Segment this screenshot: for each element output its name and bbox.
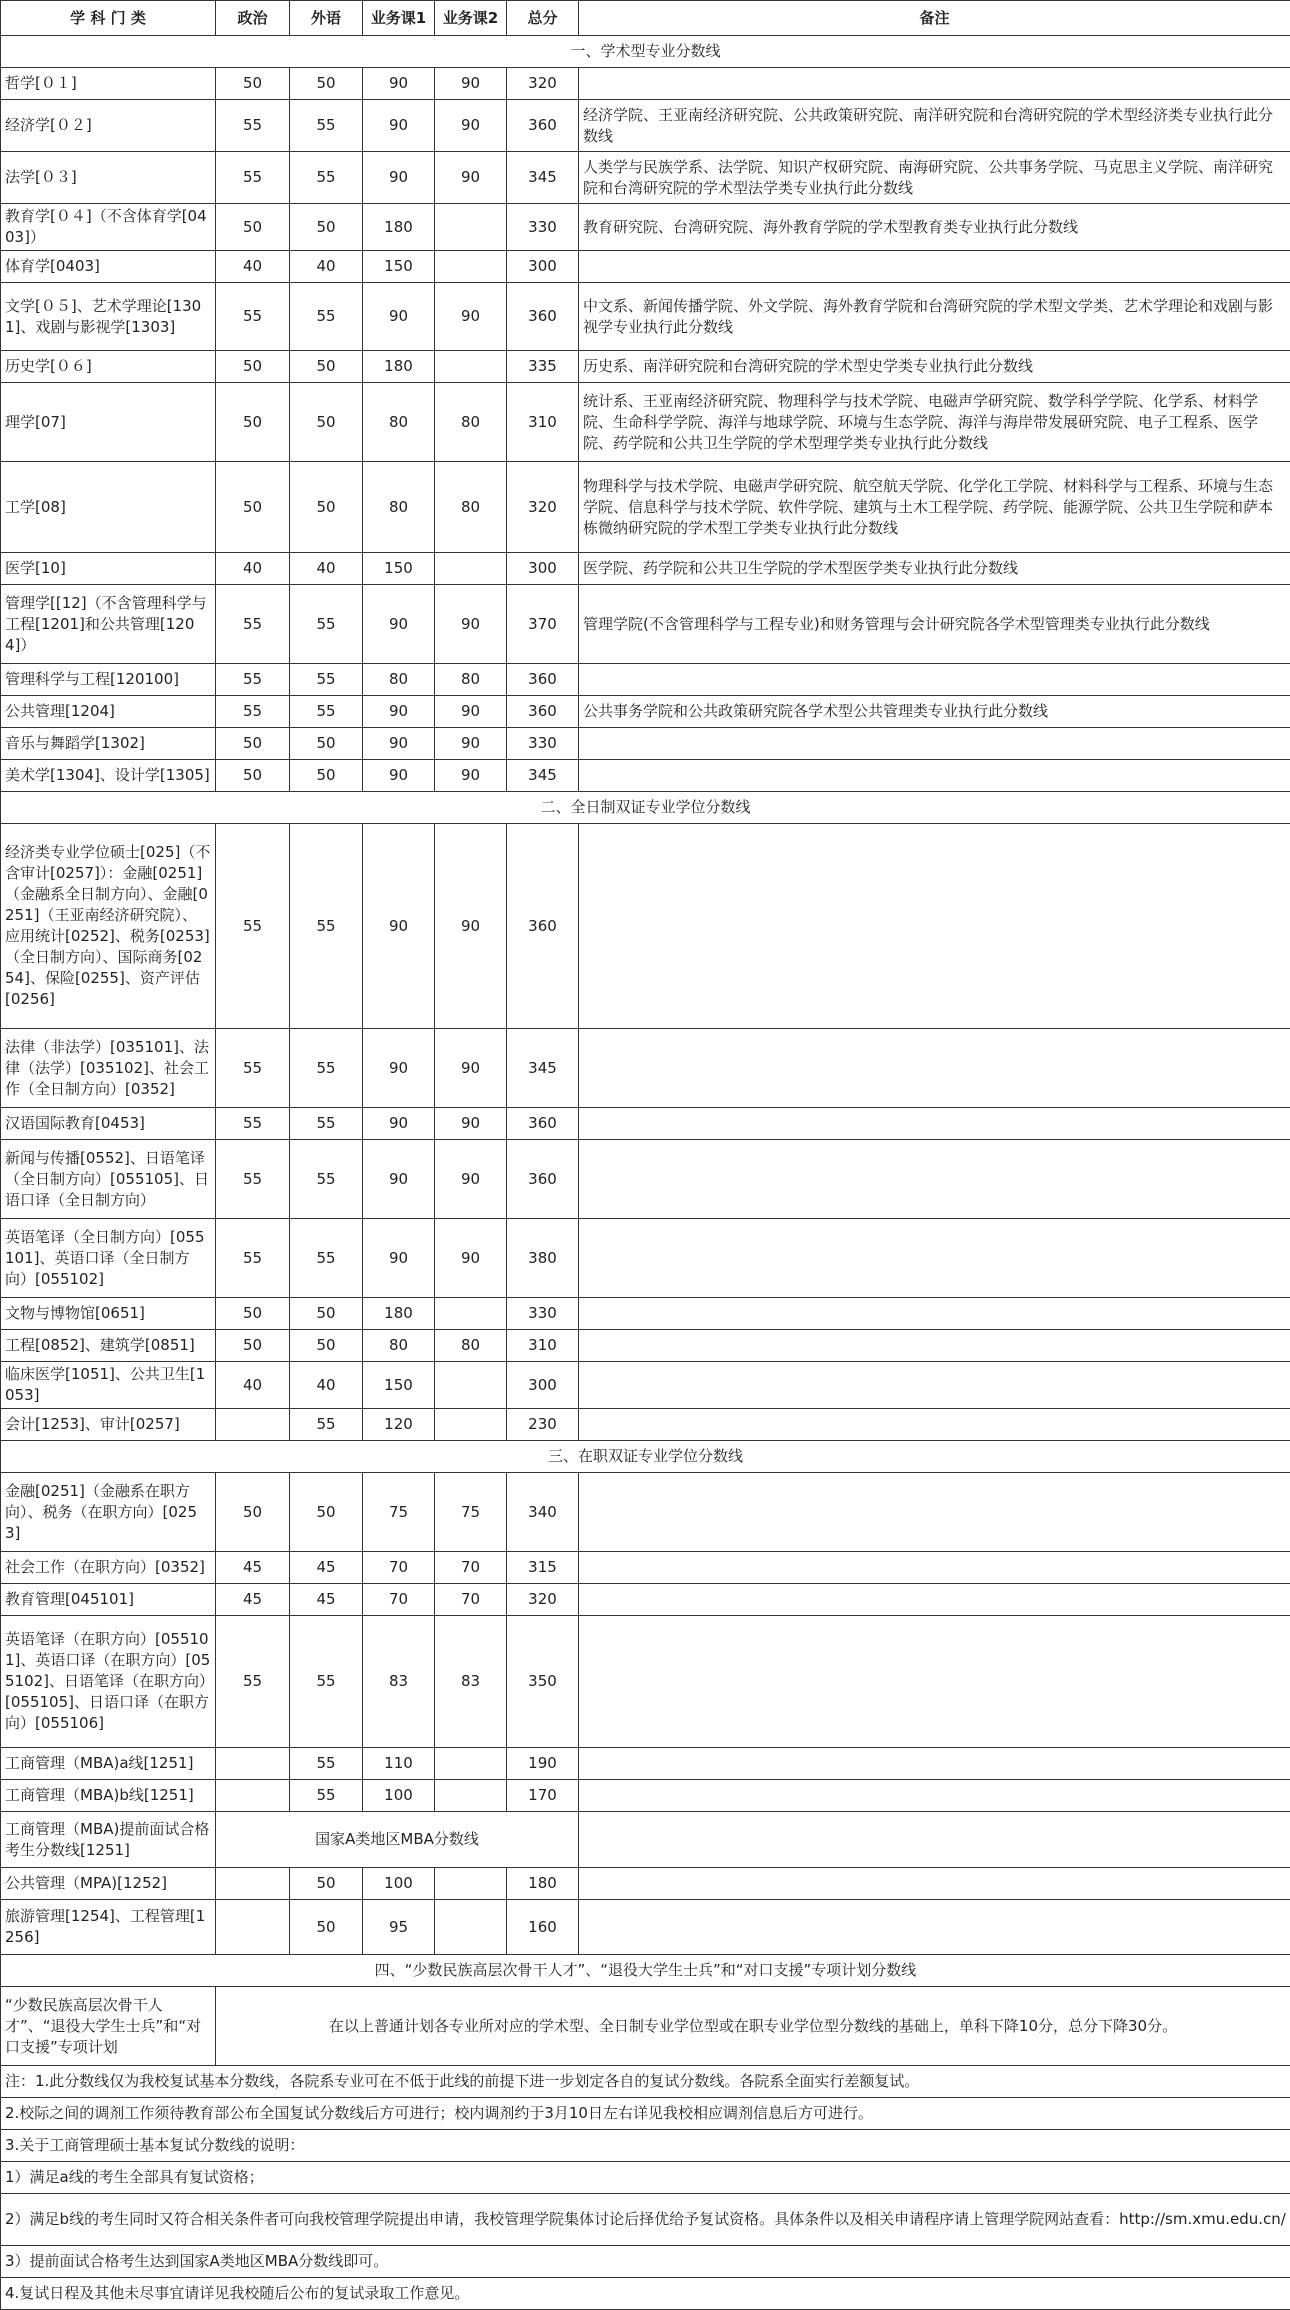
section-title: 三、在职双证专业学位分数线: [1, 1441, 1290, 1473]
table-row: [1, 283, 1290, 351]
politics-cell: 55: [216, 664, 290, 696]
foreign-cell: 40: [290, 251, 363, 283]
foreign-cell: 55: [290, 1029, 363, 1108]
note-cell: [579, 251, 1290, 283]
special-plan-text: 在以上普通计划各专业所对应的学术型、全日制专业学位型或在职专业学位型分数线的基础上，单科下降10分，总分下降30分。: [216, 1987, 1290, 2066]
course1-cell: 180: [363, 351, 435, 383]
course1-cell: 90: [363, 728, 435, 760]
subject-cell: 法学[０３]: [1, 152, 216, 204]
note-cell: [579, 1140, 1290, 1219]
note-row: [1, 2130, 1290, 2162]
subject-cell: 理学[07]: [1, 383, 216, 462]
course2-cell: 83: [435, 1616, 507, 1748]
course1-cell: 150: [363, 1362, 435, 1409]
total-cell: 330: [507, 1298, 579, 1330]
subject-cell: 体育学[0403]: [1, 251, 216, 283]
total-cell: 370: [507, 585, 579, 664]
politics-cell: 40: [216, 251, 290, 283]
table-row: [1, 383, 1290, 462]
politics-cell: 50: [216, 760, 290, 792]
note-row: [1, 2066, 1290, 2098]
foreign-cell: 55: [290, 664, 363, 696]
table-row: [1, 1409, 1290, 1441]
foreign-cell: 55: [290, 283, 363, 351]
note-cell: 人类学与民族学系、法学院、知识产权研究院、南海研究院、公共事务学院、马克思主义学院、南洋研究院和台湾研究院的学术型法学类专业执行此分数线: [579, 152, 1290, 204]
foreign-cell: 50: [290, 760, 363, 792]
subject-cell: 工商管理（MBA)提前面试合格考生分数线[1251]: [1, 1812, 216, 1868]
course1-cell: 90: [363, 1029, 435, 1108]
table-row: [1, 1868, 1290, 1900]
subject-cell: 英语笔译（在职方向）[055101]、英语口译（在职方向）[055102]、日语笔译（在职方向）[055105]、日语口译（在职方向）[055106]: [1, 1616, 216, 1748]
section-title: 二、全日制双证专业学位分数线: [1, 792, 1290, 824]
note-row: [1, 2194, 1290, 2246]
subject-cell: 旅游管理[1254]、工程管理[1256]: [1, 1900, 216, 1955]
course2-cell: 75: [435, 1473, 507, 1552]
table-row: [1, 760, 1290, 792]
note-cell: 管理学院(不含管理科学与工程专业)和财务管理与会计研究院各学术型管理类专业执行此分数线: [579, 585, 1290, 664]
course1-cell: 70: [363, 1552, 435, 1584]
foreign-cell: 55: [290, 585, 363, 664]
table-row: [1, 1298, 1290, 1330]
foreign-cell: 55: [290, 1219, 363, 1298]
note-cell: [579, 1868, 1290, 1900]
course2-cell: 90: [435, 585, 507, 664]
course2-cell: 80: [435, 462, 507, 553]
table-row: [1, 204, 1290, 251]
subject-cell: 文学[０５]、艺术学理论[1301]、戏剧与影视学[1303]: [1, 283, 216, 351]
section-row: [1, 1441, 1290, 1473]
total-cell: 315: [507, 1552, 579, 1584]
table-row: [1, 1780, 1290, 1812]
politics-cell: 55: [216, 824, 290, 1029]
note-cell: [579, 1584, 1290, 1616]
course1-cell: 80: [363, 383, 435, 462]
course1-cell: 90: [363, 100, 435, 152]
header-note: 备注: [579, 1, 1290, 36]
politics-cell: 50: [216, 462, 290, 553]
header-course2: 业务课2: [435, 1, 507, 36]
subject-cell: 工商管理（MBA)b线[1251]: [1, 1780, 216, 1812]
note-cell: 教育研究院、台湾研究院、海外教育学院的学术型教育类专业执行此分数线: [579, 204, 1290, 251]
table-row: [1, 1584, 1290, 1616]
total-cell: 320: [507, 68, 579, 100]
course2-cell: [435, 1868, 507, 1900]
foreign-cell: 40: [290, 553, 363, 585]
note-cell: [579, 1219, 1290, 1298]
course2-cell: 90: [435, 68, 507, 100]
course1-cell: 150: [363, 251, 435, 283]
foreign-cell: 55: [290, 100, 363, 152]
subject-cell: 经济类专业学位硕士[025]（不含审计[0257]）：金融[0251]（金融系全日制方向）、金融[0251]（王亚南经济研究院）、应用统计[0252]、税务[0253]（全日制方向）、国际商务[0254]、保险[0255]、资产评估[0256]: [1, 824, 216, 1029]
footnote: 4.复试日程及其他未尽事宜请详见我校随后公布的复试录取工作意见。: [1, 2278, 1290, 2310]
total-cell: 170: [507, 1780, 579, 1812]
total-cell: 380: [507, 1219, 579, 1298]
note-cell: [579, 1748, 1290, 1780]
table-row: [1, 1362, 1290, 1409]
note-cell: [579, 1552, 1290, 1584]
footnote: 3）提前面试合格考生达到国家A类地区MBA分数线即可。: [1, 2246, 1290, 2278]
course1-cell: 120: [363, 1409, 435, 1441]
note-cell: [579, 1108, 1290, 1140]
course2-cell: [435, 251, 507, 283]
header-subject: 学 科 门 类: [1, 1, 216, 36]
footnote: 1）满足a线的考生全部具有复试资格；: [1, 2162, 1290, 2194]
politics-cell: 50: [216, 351, 290, 383]
politics-cell: [216, 1868, 290, 1900]
subject-cell: 临床医学[1051]、公共卫生[1053]: [1, 1362, 216, 1409]
subject-cell: 法律（非法学）[035101]、法律（法学）[035102]、社会工作（全日制方向）[0352]: [1, 1029, 216, 1108]
note-cell: 历史系、南洋研究院和台湾研究院的学术型史学类专业执行此分数线: [579, 351, 1290, 383]
subject-cell: 教育管理[045101]: [1, 1584, 216, 1616]
subject-cell: 新闻与传播[0552]、日语笔译（全日制方向）[055105]、日语口译（全日制方向）: [1, 1140, 216, 1219]
subject-cell: 哲学[０１]: [1, 68, 216, 100]
header-foreign: 外语: [290, 1, 363, 36]
foreign-cell: 55: [290, 1616, 363, 1748]
foreign-cell: 55: [290, 1140, 363, 1219]
course2-cell: 90: [435, 824, 507, 1029]
politics-cell: 55: [216, 585, 290, 664]
course2-cell: 90: [435, 1029, 507, 1108]
note-cell: 物理科学与技术学院、电磁声学研究院、航空航天学院、化学化工学院、材料科学与工程系、环境与生态学院、信息科学与技术学院、软件学院、建筑与土木工程学院、药学院、能源学院、公共卫生学院和萨本栋微纳研究院的学术型工学类专业执行此分数线: [579, 462, 1290, 553]
table-row: [1, 664, 1290, 696]
course1-cell: 180: [363, 204, 435, 251]
foreign-cell: 50: [290, 1473, 363, 1552]
foreign-cell: 50: [290, 204, 363, 251]
table-row: [1, 100, 1290, 152]
course1-cell: 80: [363, 664, 435, 696]
course2-cell: 90: [435, 1108, 507, 1140]
note-cell: [579, 664, 1290, 696]
note-row: [1, 2098, 1290, 2130]
course2-cell: [435, 1298, 507, 1330]
politics-cell: [216, 1900, 290, 1955]
course2-cell: 70: [435, 1552, 507, 1584]
total-cell: 320: [507, 1584, 579, 1616]
politics-cell: 55: [216, 283, 290, 351]
course2-cell: 80: [435, 383, 507, 462]
table-row: [1, 585, 1290, 664]
note-cell: [579, 1473, 1290, 1552]
subject-cell: 社会工作（在职方向）[0352]: [1, 1552, 216, 1584]
total-cell: 350: [507, 1616, 579, 1748]
note-cell: [579, 1330, 1290, 1362]
course1-cell: 95: [363, 1900, 435, 1955]
note-cell: 经济学院、王亚南经济研究院、公共政策研究院、南洋研究院和台湾研究院的学术型经济类专业执行此分数线: [579, 100, 1290, 152]
table-row: [1, 462, 1290, 553]
politics-cell: [216, 1409, 290, 1441]
note-cell: [579, 1029, 1290, 1108]
table-row: [1, 696, 1290, 728]
total-cell: 360: [507, 696, 579, 728]
note-cell: 公共事务学院和公共政策研究院各学术型公共管理类专业执行此分数线: [579, 696, 1290, 728]
footnote: 注：1.此分数线仅为我校复试基本分数线，各院系专业可在不低于此线的前提下进一步划定各自的复试分数线。各院系全面实行差额复试。: [1, 2066, 1290, 2098]
subject-cell: 工学[08]: [1, 462, 216, 553]
subject-cell: 管理科学与工程[120100]: [1, 664, 216, 696]
politics-cell: 55: [216, 1140, 290, 1219]
total-cell: 160: [507, 1900, 579, 1955]
total-cell: 300: [507, 553, 579, 585]
subject-cell: 会计[1253]、审计[0257]: [1, 1409, 216, 1441]
special-plan-row: [1, 1987, 1290, 2066]
total-cell: 330: [507, 204, 579, 251]
note-cell: [579, 1298, 1290, 1330]
course2-cell: [435, 1900, 507, 1955]
course1-cell: 90: [363, 283, 435, 351]
course1-cell: 110: [363, 1748, 435, 1780]
note-row: [1, 2246, 1290, 2278]
note-cell: 统计系、王亚南经济研究院、物理科学与技术学院、电磁声学研究院、数学科学学院、化学系、材料学院、生命科学学院、海洋与地球学院、环境与生态学院、海洋与海岸带发展研究院、电子工程系、医学院、药学院和公共卫生学院的学术型理学类专业执行此分数线: [579, 383, 1290, 462]
note-cell: [579, 760, 1290, 792]
table-row: [1, 728, 1290, 760]
total-cell: 335: [507, 351, 579, 383]
course2-cell: 90: [435, 283, 507, 351]
section-row: [1, 1955, 1290, 1987]
foreign-cell: 45: [290, 1552, 363, 1584]
total-cell: 360: [507, 664, 579, 696]
subject-cell: 经济学[０２]: [1, 100, 216, 152]
footnote: 2.校际之间的调剂工作须待教育部公布全国复试分数线后方可进行；校内调剂约于3月10日左右详见我校相应调剂信息后方可进行。: [1, 2098, 1290, 2130]
course1-cell: 100: [363, 1780, 435, 1812]
table-row: [1, 1140, 1290, 1219]
section-title: 一、学术型专业分数线: [1, 36, 1290, 68]
politics-cell: [216, 1748, 290, 1780]
course2-cell: 90: [435, 696, 507, 728]
politics-cell: 50: [216, 1473, 290, 1552]
table-row: [1, 1330, 1290, 1362]
subject-cell: 金融[0251]（金融系在职方向）、税务（在职方向）[0253]: [1, 1473, 216, 1552]
course2-cell: [435, 1409, 507, 1441]
total-cell: 310: [507, 1330, 579, 1362]
course2-cell: 80: [435, 1330, 507, 1362]
section-title: 四、“少数民族高层次骨干人才”、“退役大学生士兵”和“对口支援”专项计划分数线: [1, 1955, 1290, 1987]
politics-cell: 40: [216, 553, 290, 585]
politics-cell: 50: [216, 728, 290, 760]
total-cell: 180: [507, 1868, 579, 1900]
foreign-cell: 50: [290, 351, 363, 383]
total-cell: 190: [507, 1748, 579, 1780]
header-total: 总分: [507, 1, 579, 36]
total-cell: 345: [507, 152, 579, 204]
foreign-cell: 55: [290, 696, 363, 728]
course2-cell: 80: [435, 664, 507, 696]
table-row: [1, 1900, 1290, 1955]
total-cell: 360: [507, 824, 579, 1029]
course1-cell: 75: [363, 1473, 435, 1552]
table-row: [1, 1108, 1290, 1140]
foreign-cell: 50: [290, 1330, 363, 1362]
course2-cell: 90: [435, 1140, 507, 1219]
foreign-cell: 50: [290, 68, 363, 100]
course1-cell: 90: [363, 696, 435, 728]
table-row: [1, 1616, 1290, 1748]
politics-cell: 55: [216, 1616, 290, 1748]
politics-cell: 55: [216, 1108, 290, 1140]
course1-cell: 80: [363, 462, 435, 553]
course1-cell: 90: [363, 152, 435, 204]
table-row: [1, 1219, 1290, 1298]
course2-cell: [435, 1362, 507, 1409]
total-cell: 345: [507, 1029, 579, 1108]
foreign-cell: 55: [290, 824, 363, 1029]
politics-cell: 55: [216, 100, 290, 152]
politics-cell: 55: [216, 152, 290, 204]
course1-cell: 90: [363, 760, 435, 792]
course1-cell: 90: [363, 1108, 435, 1140]
total-cell: 330: [507, 728, 579, 760]
subject-cell: 教育学[０４]（不含体育学[0403]）: [1, 204, 216, 251]
total-cell: 320: [507, 462, 579, 553]
foreign-cell: 40: [290, 1362, 363, 1409]
subject-cell: 工商管理（MBA)a线[1251]: [1, 1748, 216, 1780]
politics-cell: [216, 1780, 290, 1812]
foreign-cell: 45: [290, 1584, 363, 1616]
subject-cell: 英语笔译（全日制方向）[055101]、英语口译（全日制方向）[055102]: [1, 1219, 216, 1298]
total-cell: 360: [507, 100, 579, 152]
course1-cell: 83: [363, 1616, 435, 1748]
total-cell: 300: [507, 1362, 579, 1409]
foreign-cell: 50: [290, 1900, 363, 1955]
footnote: 3.关于工商管理硕士基本复试分数线的说明：: [1, 2130, 1290, 2162]
course2-cell: 70: [435, 1584, 507, 1616]
subject-cell: 历史学[０６]: [1, 351, 216, 383]
note-cell: [579, 1780, 1290, 1812]
total-cell: 340: [507, 1473, 579, 1552]
total-cell: 310: [507, 383, 579, 462]
course1-cell: 90: [363, 1140, 435, 1219]
course1-cell: 90: [363, 824, 435, 1029]
table-row: [1, 251, 1290, 283]
footnote: 2）满足b线的考生同时又符合相关条件者可向我校管理学院提出申请，我校管理学院集体讨论后择优给予复试资格。具体条件以及相关申请程序请上管理学院网站查看：http://sm.xmu.edu.cn/: [1, 2194, 1290, 2246]
total-cell: 230: [507, 1409, 579, 1441]
course2-cell: [435, 553, 507, 585]
total-cell: 360: [507, 1108, 579, 1140]
note-cell: [579, 68, 1290, 100]
course1-cell: 80: [363, 1330, 435, 1362]
course2-cell: 90: [435, 728, 507, 760]
note-cell: [579, 1812, 1290, 1868]
subject-cell: 医学[10]: [1, 553, 216, 585]
foreign-cell: 50: [290, 1298, 363, 1330]
politics-cell: 50: [216, 68, 290, 100]
note-cell: [579, 1362, 1290, 1409]
table-row: [1, 1748, 1290, 1780]
course1-cell: 90: [363, 1219, 435, 1298]
course2-cell: 90: [435, 100, 507, 152]
politics-cell: 45: [216, 1552, 290, 1584]
section-row: [1, 792, 1290, 824]
note-cell: 中文系、新闻传播学院、外文学院、海外教育学院和台湾研究院的学术型文学类、艺术学理论和戏剧与影视学专业执行此分数线: [579, 283, 1290, 351]
course2-cell: [435, 351, 507, 383]
foreign-cell: 50: [290, 383, 363, 462]
subject-cell: 公共管理[1204]: [1, 696, 216, 728]
course2-cell: 90: [435, 1219, 507, 1298]
course2-cell: [435, 1780, 507, 1812]
subject-cell: 美术学[1304]、设计学[1305]: [1, 760, 216, 792]
course1-cell: 90: [363, 68, 435, 100]
politics-cell: 55: [216, 1219, 290, 1298]
foreign-cell: 50: [290, 728, 363, 760]
table-row: [1, 152, 1290, 204]
politics-cell: 55: [216, 1029, 290, 1108]
politics-cell: 40: [216, 1362, 290, 1409]
note-cell: 医学院、药学院和公共卫生学院的学术型医学类专业执行此分数线: [579, 553, 1290, 585]
note-cell: [579, 1900, 1290, 1955]
header-politics: 政治: [216, 1, 290, 36]
subject-cell: 音乐与舞蹈学[1302]: [1, 728, 216, 760]
course1-cell: 180: [363, 1298, 435, 1330]
course1-cell: 150: [363, 553, 435, 585]
politics-cell: 50: [216, 1330, 290, 1362]
table-row: [1, 68, 1290, 100]
course2-cell: 90: [435, 152, 507, 204]
subject-cell: 文物与博物馆[0651]: [1, 1298, 216, 1330]
politics-cell: 55: [216, 696, 290, 728]
note-row: [1, 2278, 1290, 2310]
note-cell: [579, 1616, 1290, 1748]
total-cell: 300: [507, 251, 579, 283]
total-cell: 360: [507, 1140, 579, 1219]
table-row: [1, 351, 1290, 383]
course2-cell: [435, 1748, 507, 1780]
foreign-cell: 55: [290, 1748, 363, 1780]
foreign-cell: 55: [290, 1409, 363, 1441]
total-cell: 360: [507, 283, 579, 351]
course1-cell: 100: [363, 1868, 435, 1900]
foreign-cell: 55: [290, 1780, 363, 1812]
foreign-cell: 50: [290, 462, 363, 553]
table-row: [1, 1812, 1290, 1868]
foreign-cell: 55: [290, 152, 363, 204]
table-row: [1, 1552, 1290, 1584]
politics-cell: 50: [216, 204, 290, 251]
header-row: [1, 1, 1290, 36]
politics-cell: 50: [216, 1298, 290, 1330]
foreign-cell: 55: [290, 1108, 363, 1140]
politics-cell: 45: [216, 1584, 290, 1616]
note-row: [1, 2162, 1290, 2194]
politics-cell: 50: [216, 383, 290, 462]
table-row: [1, 553, 1290, 585]
course1-cell: 90: [363, 585, 435, 664]
table-row: [1, 1473, 1290, 1552]
table-row: [1, 824, 1290, 1029]
course2-cell: 90: [435, 760, 507, 792]
foreign-cell: 50: [290, 1868, 363, 1900]
note-cell: [579, 824, 1290, 1029]
subject-cell: 汉语国际教育[0453]: [1, 1108, 216, 1140]
course1-cell: 70: [363, 1584, 435, 1616]
note-cell: [579, 1409, 1290, 1441]
total-cell: 345: [507, 760, 579, 792]
course2-cell: [435, 204, 507, 251]
note-cell: [579, 728, 1290, 760]
table-row: [1, 1029, 1290, 1108]
subject-cell: 公共管理（MPA)[1252]: [1, 1868, 216, 1900]
header-course1: 业务课1: [363, 1, 435, 36]
subject-cell: 工程[0852]、建筑学[0851]: [1, 1330, 216, 1362]
subject-cell: 管理学[[12]（不含管理科学与工程[1201]和公共管理[1204]）: [1, 585, 216, 664]
section-row: [1, 36, 1290, 68]
subject-cell: “少数民族高层次骨干人才”、“退役大学生士兵”和“对口支援”专项计划: [1, 1987, 216, 2066]
mba-a-line-cell: 国家A类地区MBA分数线: [216, 1812, 579, 1868]
